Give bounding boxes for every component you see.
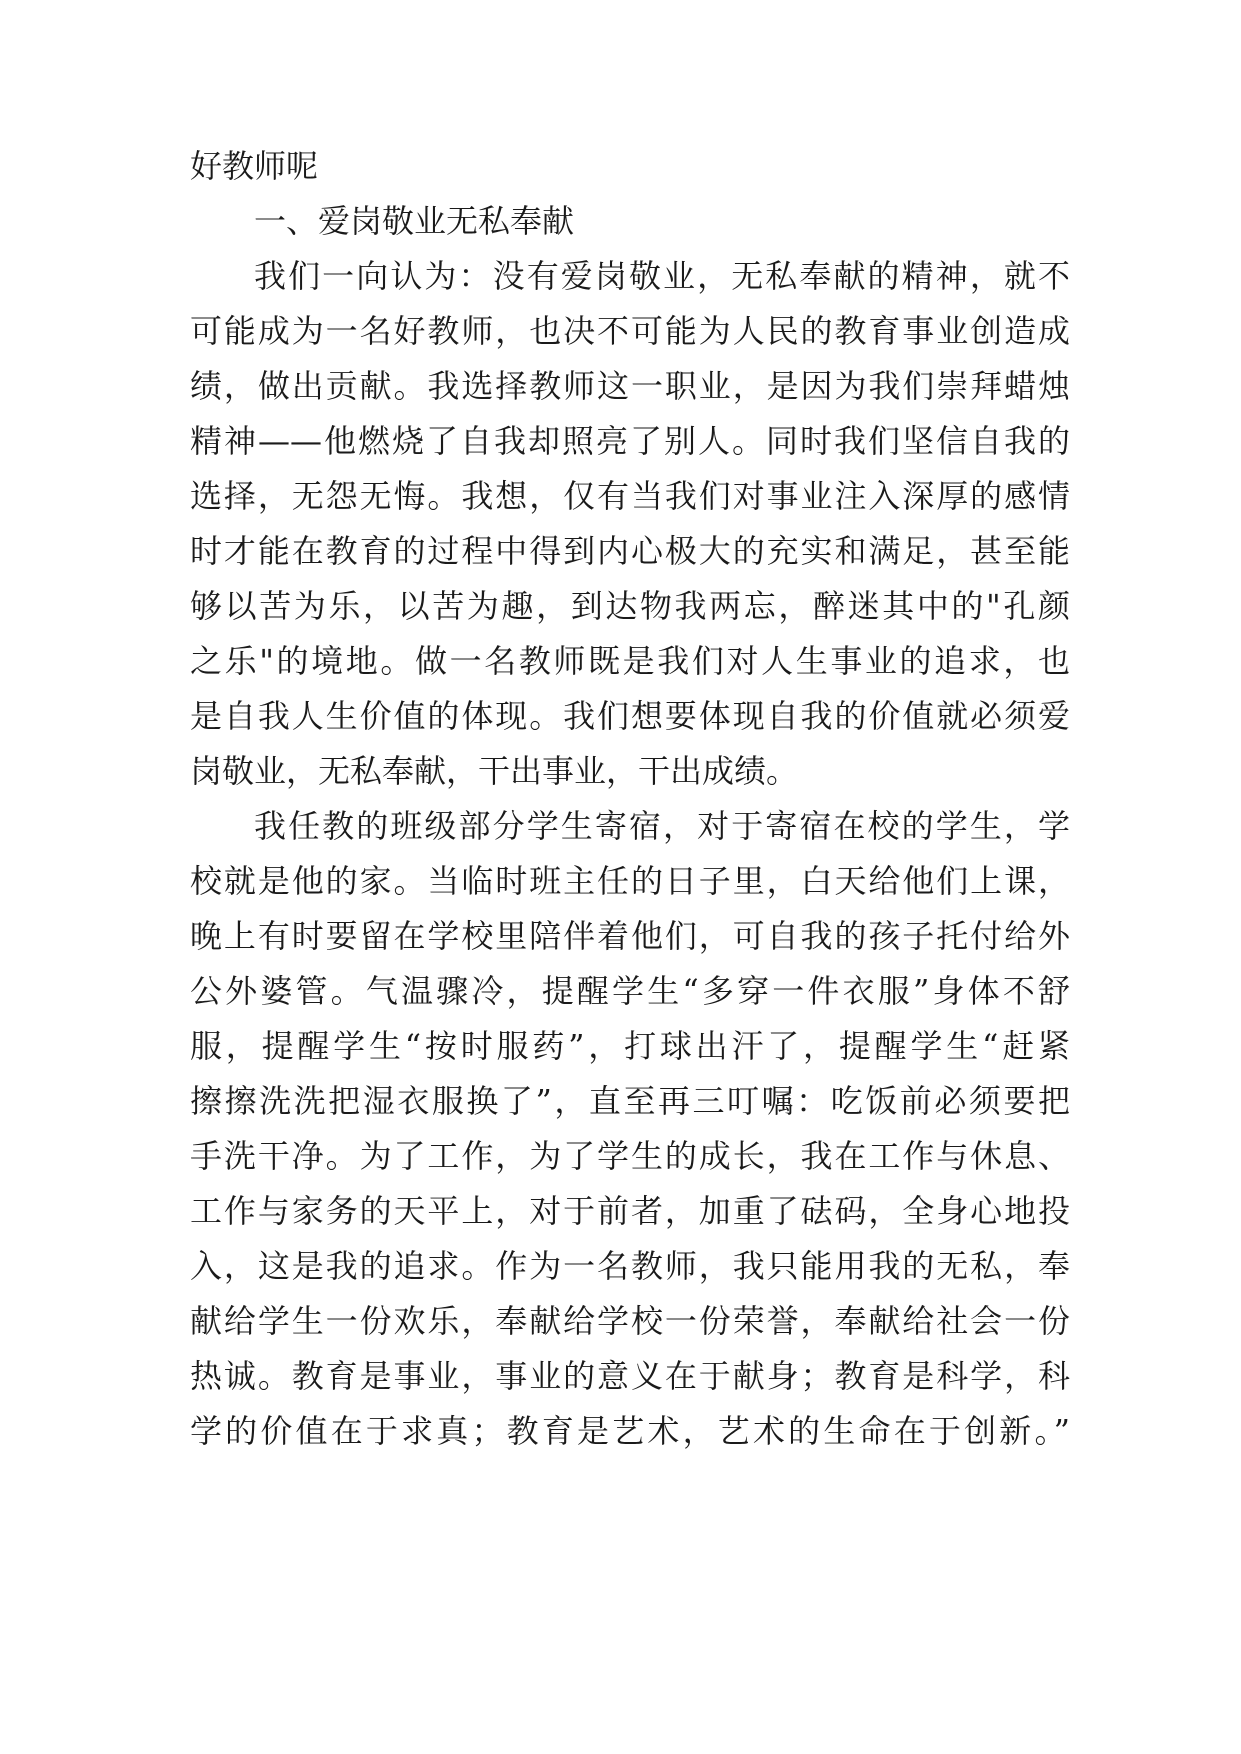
paragraph-line: 岗敬业，无私奉献，干出事业，干出成绩。 [190,752,799,790]
paragraph-line: 晚上有时要留在学校里陪伴着他们，可自我的孩子托付给外 [190,917,1070,955]
paragraph-line: 服，提醒学生“按时服药”，打球出汗了，提醒学生“赶紧 [190,1027,1070,1065]
paragraph-line: 时才能在教育的过程中得到内心极大的充实和满足，甚至能 [190,532,1070,570]
section-heading: 一、爱岗敬业无私奉献 [254,202,575,240]
paragraph-line: 精神——他燃烧了自我却照亮了别人。同时我们坚信自我的 [190,422,1070,460]
heading-continuation: 好教师呢 [190,147,319,185]
paragraph-line: 公外婆管。气温骤冷，提醒学生“多穿一件衣服”身体不舒 [190,972,1070,1010]
paragraph-line: 之乐"的境地。做一名教师既是我们对人生事业的追求，也 [190,642,1070,680]
paragraph-line: 我任教的班级部分学生寄宿，对于寄宿在校的学生，学 [254,807,1070,845]
paragraph-line: 擦擦洗洗把湿衣服换了”，直至再三叮嘱：吃饭前必须要把 [190,1082,1070,1120]
paragraph-line: 选择，无怨无悔。我想，仅有当我们对事业注入深厚的感情 [190,477,1070,515]
paragraph-line: 献给学生一份欢乐，奉献给学校一份荣誉，奉献给社会一份 [190,1302,1070,1340]
paragraph-line: 是自我人生价值的体现。我们想要体现自我的价值就必须爱 [190,697,1070,735]
paragraph-line: 手洗干净。为了工作，为了学生的成长，我在工作与休息、 [190,1137,1070,1175]
paragraph-line: 热诚。教育是事业，事业的意义在于献身；教育是科学，科 [190,1357,1070,1395]
paragraph-line: 工作与家务的天平上，对于前者，加重了砝码，全身心地投 [190,1192,1070,1230]
paragraph-line: 够以苦为乐，以苦为趣，到达物我两忘，醉迷其中的"孔颜 [190,587,1070,625]
paragraph-line: 校就是他的家。当临时班主任的日子里，白天给他们上课， [190,862,1070,900]
paragraph-line: 绩，做出贡献。我选择教师这一职业，是因为我们崇拜蜡烛 [190,367,1070,405]
paragraph-line: 学的价值在于求真；教育是艺术，艺术的生命在于创新。” [190,1412,1070,1450]
paragraph-line: 入，这是我的追求。作为一名教师，我只能用我的无私，奉 [190,1247,1070,1285]
paragraph-line: 我们一向认为：没有爱岗敬业，无私奉献的精神，就不 [254,257,1070,295]
paragraph-line: 可能成为一名好教师，也决不可能为人民的教育事业创造成 [190,312,1070,350]
